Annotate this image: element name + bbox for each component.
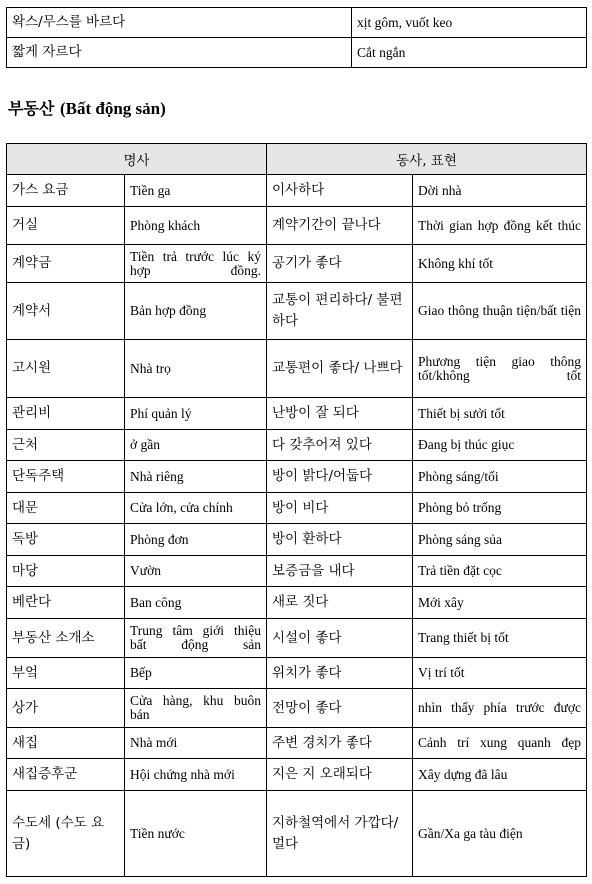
verb-vietnamese: Phòng sáng/tối [413,461,587,493]
verb-vietnamese: Trang thiết bị tốt [413,619,587,658]
noun-vietnamese: Tiền trả trước lúc ký hợp đồng. [125,245,267,283]
noun-korean: 마당 [7,556,125,587]
noun-korean: 가스 요금 [7,175,125,207]
noun-korean: 관리비 [7,398,125,430]
verb-korean: 지하철역에서 가깝다/ 멀다 [267,791,413,877]
table-row [7,8,587,38]
table-row [7,556,587,587]
table-row [7,587,587,619]
verb-korean: 전망이 좋다 [267,689,413,728]
table-row [7,619,587,658]
noun-vietnamese: Tiền nước [125,791,267,877]
verb-korean: 보증금을 내다 [267,556,413,587]
noun-korean: 계약서 [7,283,125,340]
noun-vietnamese: Trung tâm giới thiệu bất động sản [125,619,267,658]
header-verb: 동사, 표현 [267,144,587,175]
noun-vietnamese: Nhà riêng [125,461,267,493]
noun-vietnamese: Hội chứng nhà mới [125,759,267,791]
table-row [7,524,587,556]
noun-vietnamese: Phí quản lý [125,398,267,430]
noun-korean: 고시원 [7,340,125,398]
verb-vietnamese: Xây dựng đã lâu [413,759,587,791]
noun-korean: 단독주택 [7,461,125,493]
noun-korean: 대문 [7,493,125,524]
verb-vietnamese: Đang bị thúc giục [413,430,587,461]
table-row [7,791,587,877]
noun-vietnamese: Cửa lớn, cửa chính [125,493,267,524]
table-row [7,340,587,398]
verb-vietnamese: Gần/Xa ga tàu điện [413,791,587,877]
korean-term: 짧게 자르다 [7,38,352,68]
noun-korean: 상가 [7,689,125,728]
table-row [7,493,587,524]
table-row [7,245,587,283]
table-row [7,207,587,245]
table-row [7,175,587,207]
noun-korean: 계약금 [7,245,125,283]
table-row [7,283,587,340]
verb-vietnamese: Không khí tốt [413,245,587,283]
noun-korean: 수도세 (수도 요금) [7,791,125,877]
verb-vietnamese: Trả tiền đặt cọc [413,556,587,587]
noun-vietnamese: Vườn [125,556,267,587]
noun-korean: 새집 [7,728,125,759]
vietnamese-meaning: Cắt ngắn [352,38,587,68]
section-heading [8,98,166,120]
verb-vietnamese: Phòng sáng sủa [413,524,587,556]
verb-korean: 이사하다 [267,175,413,207]
verb-korean: 다 갖추어져 있다 [267,430,413,461]
table-row [7,461,587,493]
verb-vietnamese: Phòng bỏ trống [413,493,587,524]
noun-vietnamese: Bếp [125,658,267,689]
verb-korean: 위치가 좋다 [267,658,413,689]
verb-korean: 새로 짓다 [267,587,413,619]
noun-vietnamese: Ban công [125,587,267,619]
noun-korean: 부엌 [7,658,125,689]
verb-vietnamese: Dời nhà [413,175,587,207]
verb-vietnamese: Thời gian hợp đồng kết thúc [413,207,587,245]
noun-vietnamese: Tiền ga [125,175,267,207]
noun-korean: 새집증후군 [7,759,125,791]
noun-korean: 독방 [7,524,125,556]
verb-vietnamese: Vị trí tốt [413,658,587,689]
table-row [7,38,587,68]
verb-korean: 지은 지 오래되다 [267,759,413,791]
korean-term: 왁스/무스를 바르다 [7,8,352,38]
noun-vietnamese: Nhà mới [125,728,267,759]
section-title-vi: (Bất động sản) [59,99,166,118]
noun-vietnamese: Phòng đơn [125,524,267,556]
verb-korean: 방이 환하다 [267,524,413,556]
noun-vietnamese: Phòng khách [125,207,267,245]
verb-korean: 주변 경치가 좋다 [267,728,413,759]
verb-korean: 교통이 편리하다/ 불편하다 [267,283,413,340]
noun-korean: 부동산 소개소 [7,619,125,658]
verb-korean: 공기가 좋다 [267,245,413,283]
table-row [7,430,587,461]
verb-korean: 방이 밝다/어둡다 [267,461,413,493]
verb-vietnamese: Cảnh trí xung quanh đẹp [413,728,587,759]
verb-korean: 방이 비다 [267,493,413,524]
noun-korean: 근처 [7,430,125,461]
verb-korean: 교통편이 좋다/ 나쁘다 [267,340,413,398]
noun-vietnamese: Cửa hàng, khu buôn bán [125,689,267,728]
verb-vietnamese: nhìn thấy phía trước được [413,689,587,728]
real-estate-vocab-table [6,143,587,877]
top-vocab-table [6,7,587,68]
table-header-row [7,144,587,175]
verb-vietnamese: Thiết bị sưởi tốt [413,398,587,430]
verb-vietnamese: Giao thông thuận tiện/bất tiện [413,283,587,340]
noun-vietnamese: Nhà trọ [125,340,267,398]
section-title-ko: 부동산 [8,99,55,118]
table-row [7,398,587,430]
noun-vietnamese: Bản hợp đồng [125,283,267,340]
noun-korean: 베란다 [7,587,125,619]
table-row [7,689,587,728]
header-noun: 명사 [7,144,267,175]
verb-korean: 난방이 잘 되다 [267,398,413,430]
table-row [7,759,587,791]
verb-korean: 계약기간이 끝나다 [267,207,413,245]
table-row [7,728,587,759]
noun-vietnamese: ở gần [125,430,267,461]
noun-korean: 거실 [7,207,125,245]
verb-vietnamese: Mới xây [413,587,587,619]
table-row [7,658,587,689]
verb-vietnamese: Phương tiện giao thông tốt/không tốt [413,340,587,398]
verb-korean: 시설이 좋다 [267,619,413,658]
vietnamese-meaning: xịt gôm, vuốt keo [352,8,587,38]
